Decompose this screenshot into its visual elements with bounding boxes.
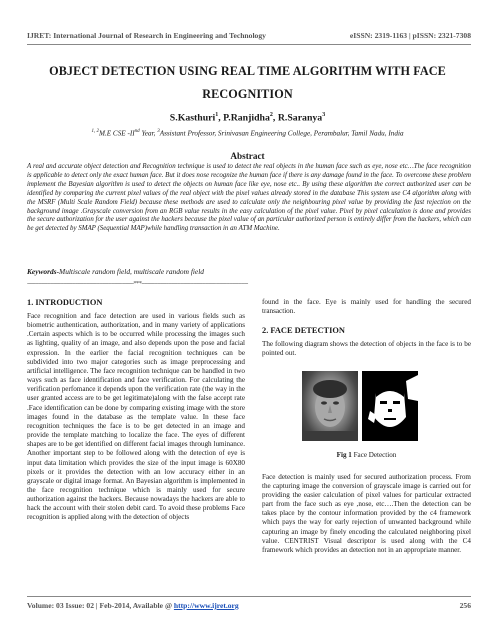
affil-nd: nd [134,129,140,134]
affil-part-1: M.E CSE -II [98,129,135,138]
author-1-sup: 1 [215,112,219,118]
intro-heading: 1. INTRODUCTION [27,298,103,307]
running-footer [27,601,471,610]
face-detection-intro: The following diagram shows the detection of objects in the face is to be pointed out. [262,340,471,358]
affiliation [20,129,475,137]
keywords-line [27,267,471,276]
grayscale-face-image [302,371,358,441]
figure-caption [262,451,471,459]
author-line: S.Kasthuri$^1$, P.Ranjidha$^2$, R.Saranya$^3$ [169,112,326,124]
issn-info: eISSN: 2319-1163 | pISSN: 2321-7308 [349,31,471,40]
paper-title: OBJECT DETECTION USING REAL TIME ALGORITHM WITH FACE RECOGNITION [49,64,446,101]
author-3-sup: 3 [322,112,326,118]
grayscale-face-drawing [302,371,358,441]
author-2: P.Ranjidha [223,112,270,124]
author-3: R.Saranya [277,112,323,124]
affil-sup-12: 1, 2 [91,129,99,134]
keywords-label: Keywords- [27,267,60,276]
affil-part-2: Year, [139,129,158,138]
left-column [27,298,245,523]
face-detection-heading: 2. FACE DETECTION [262,326,345,336]
right-column [262,298,471,555]
figure-1 [300,371,420,441]
intro-text: Face recognition and face detection are used in various fields such as biometric authentication, authorization, and in many variety of applications .Certain aspects which is to be occurred while processing the images such as lighting, quality of an image, and also depends upon the pose and facial expression. In the earlier the facial recognition techniques can be subdivided into two major categories such as image preprocessing and artificial intelligence. The face recognition technique can be handled in two ways such as face identification and face verification. For calculating the verification perfomance it depends upon the verification rate (the way in the user granted access are to be get legitimate)along with the false accept rate .Face identification can be done by comparing existing image with the store images found in the database as the template value. In these face recognition techniques the face is to be get detected in an image and provide the template matching to localize the face. The eyes of different shapes are to be get identified on different facial images through luminance. Another important step to be followed along with the detection of eye is input data limitation which provides the size of the input image is 60X80 pixels or it provides the detection with an low accuracy either in an grayscale or digital image format. An Bayesian algorithm is implemented in the face recognition technique which is mainly used for secure authorization against the hackers. Because nowadays the hackers are able to hack the account with their stolen debit card. To avoid these problems Face recognition is applied along with the detection of objects [27,312,245,522]
footer-volume [27,601,239,610]
affil-sup-3: 3 [157,129,160,134]
journal-link[interactable]: http://www.ijret.org [173,601,239,610]
running-header [27,31,471,40]
footer-rule [27,596,471,597]
page-number: 256 [459,601,471,610]
figure-label: Fig 1 [336,450,352,459]
binary-face-drawing [362,371,418,441]
affil-part-3: Assistant Professor, Srinivasan Engineering College, Perambalur, Tamil Nadu, India [159,129,404,138]
continuation-text: found in the face. Eye is mainly used for handling the secured transaction. [262,298,471,316]
author-2-sup: 2 [269,112,273,118]
section-separator: --------------------------------------------------------------------***-------------------------------------------------------------------- [27,280,248,287]
face-detection-text: Face detection is mainly used for secured authorization process. From the capturing image the conversion of grayscale image is carried out for providing the easier calculation of pixel values for particular extracted part from the face such as eye ,nose, etc….Then the detection can be takes place by the contour information provided by the c4 framework which pays the way for early rejection of unwanted background while capturing an image by finely encoding the calculated neighboring pixel value. CENTRIST Visual descriptor is used along with the C4 framework which provides an detection not in an appropriate manner. [262,472,471,554]
figure-caption-text: Face Detection [351,450,397,459]
journal-name: IJRET: International Journal of Research in Engineering and Technology [27,31,266,40]
header-rule [27,44,471,45]
footer-volume-text: Volume: 03 Issue: 02 | Feb-2014, Available @ [27,601,174,610]
abstract-text: A real and accurate object detection and Recognition technique is used to detect the real objects in the human face such as eye, nose etc…The face recognition is applicable to detect only the exact human face. But it does nose recognize the human face if there is any damage found in the face. To overcome these problem implement the Bayesian algorithm is used to detect the objects on human face like eye, nose etc.. By using these algorithm the correct authorized user can be identified by comparing the current pixel values of the real object with the pixel values already stored in the database This system use C4 algorithm along with the MSRF (Multi Scale Random Field) because these methods are used to calculate only the neighbouring pixel value by providing the fast rejection on the background image .Grayscale conversion from an RGB value results in the easy calculation of the pixel value. Pixel by pixel calculation is done and provides the secure authorization for the user against the hackers because the pixel value of an particular authorized person is entirely differ from the hackers, which can be get detected by SMAP (Sequential MAP)while handling transaction in an ATM Machine. [27,163,471,233]
author-1: S.Kasthuri [169,112,216,124]
abstract-heading: Abstract [230,151,265,161]
keywords-text: Multiscale random field, multiscale random field [59,267,204,276]
binary-face-image [362,371,418,441]
